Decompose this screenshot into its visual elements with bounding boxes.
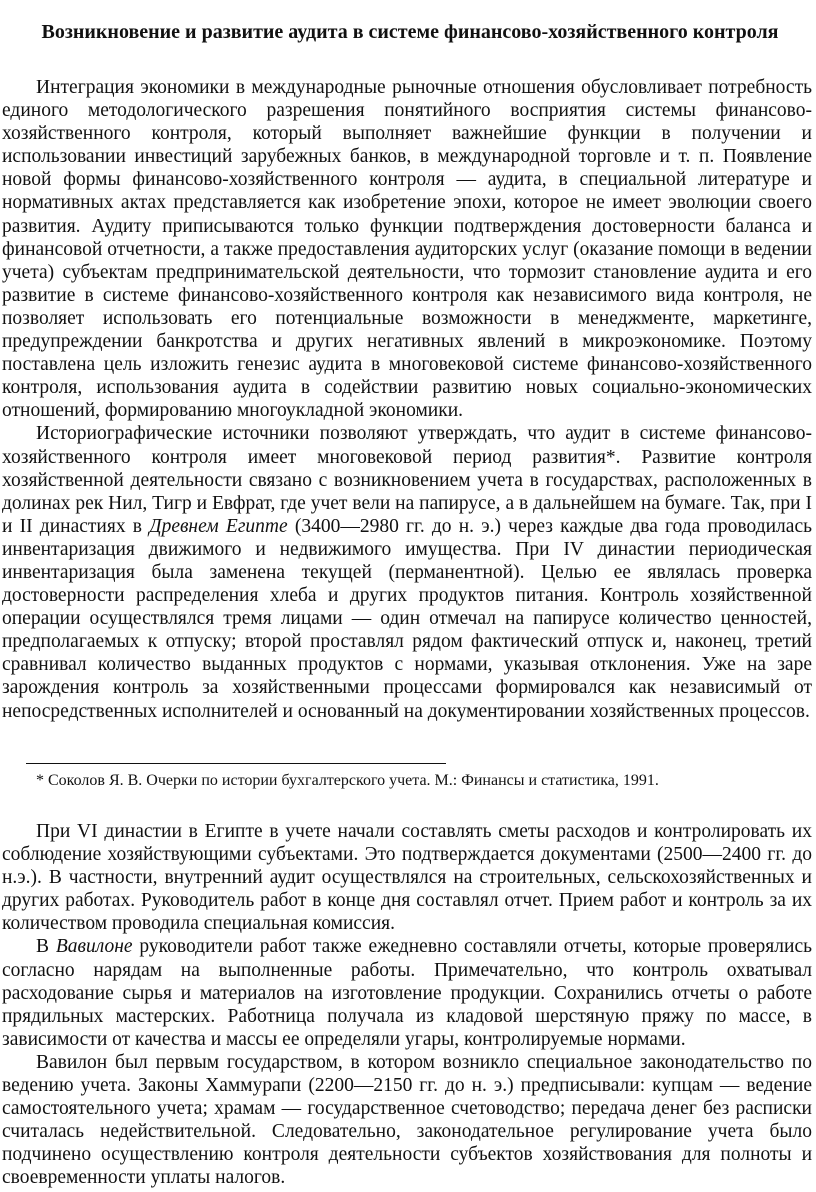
paragraph-hammurabi: Вавилон был первым государством, в котором возникло специальное законодательство по ведению учета. Законы Хаммурапи (2200—2150 гг. до н. э.) предписывали: купцам — ведение самостоятельного учета; храмам — государственное счетоводство; передача денег без расписки считалась недействительной. Следовательно, законодательное регулирование учета было подчинено осуществлению контроля деятельности субъектов хозяйствования для полноты и своевременности уплаты налогов. [2,1051,812,1189]
babylon-term: Вавилоне [55,936,133,958]
paragraph-integration: Интеграция экономики в международные рыночные отношения обусловливает потребность единого методологического разрешения понятийного восприятия системы финансово-хозяйственного контроля, который выполняет важнейшие функции в получении и использовании инвестиций зарубежных банков, в международной торговле и т. п. Появление новой формы финансово-хозяйственного контроля — аудита, в специальной литературе и нормативных актах представляется как изобретение эпохи, которое не имеет эволюции своего развития. Аудиту приписываются только функции подтверждения достоверности баланса и финансовой отчетности, а также предоставления аудиторских услуг (оказание помощи в ведении учета) субъектам предпринимательской деятельности, что тормозит становление аудита и его развитие в системе финансово-хозяйственного контроля как независимого вида контроля, не позволяет использовать его потенциальные возможности в менеджменте, маркетинге, предупреждении банкротства и других негативных явлений в микроэкономике. Поэтому поставлена цель изложить генезис аудита в многовековой системе финансово-хозяйственного контроля, использования аудита в содействии развитию новых социально-экономических отношений, формированию многоукладной экономики. [2,77,812,422]
main-text-block [2,76,812,723]
paragraph-historiography [2,422,812,722]
paragraph-babylon-body: руководители работ также ежедневно составляли отчеты, которые проверялись согласно нарядам на выполненные работы. Примечательно, что контроль охватывал расходование сырья и материалов на изготовление продукции. Сохранились отчеты о работе прядильных мастерских. Работница получала из кладовой шерстяную пряжу по массе, в зависимости от качества и массы ее определяли угары, контролируемые нормами. [2,936,812,1050]
document-title: Возникновение и развитие аудита в системе финансово-хозяйственного контроля [41,21,779,43]
ancient-egypt-term: Древнем Египте [149,515,288,537]
paragraph-babylon [2,935,812,1050]
paragraph-babylon-lead: В [36,936,56,958]
paragraph-sixth-dynasty: При VI династии в Египте в учете начали составлять сметы расходов и контролировать их соблюдение хозяйствующими субъектами. Это подтверждается документами (2500—2400 гг. до н.э.). В частности, внутренний аудит осуществлялся на строительных, сельскохозяйственных и других работах. Руководитель работ в конце дня составлял отчет. Прием работ и контроль за их количеством проводила специальная комиссия. [2,821,812,935]
footnote-divider [26,763,446,764]
footnote: * Соколов Я. В. Очерки по истории бухгалтерского учета. М.: Финансы и статистика, 1991. [36,772,659,789]
continued-text-block [2,820,812,1190]
paragraph-historiography-part2: (3400—2980 гг. до н. э.) через каждые два года проводилась инвентаризация движимого и недвижимого имущества. При IV династии периодическая инвентаризация была заменена текущей (перманентной). Целью ее являлась проверка достоверности распределения хлеба и других продуктов питания. Контроль хозяйственной операции осуществлялся тремя лицами — один отмечал на папирусе количество ценностей, предполагаемых к отпуску; второй проставлял рядом фактический отпуск и, наконец, третий сравнивал количество выданных продуктов с нормами, указывая отклонения. Уже на заре зарождения контроль за хозяйственными процессами формировался как независимый от непосредственных исполнителей и основанный на документировании хозяйственных процессов. [2,515,812,722]
paragraph-historiography-part1: Историографические источники позволяют утверждать, что аудит в системе финансово-хозяйственного контроля имеет многовековой период развития*. Развитие контроля хозяйственной деятельности связано с возникновением учета в государствах, расположенных в долинах рек Нил, Тигр и Евфрат, где учет вели на папирусе, а в дальнейшем на бумаге. Так, при I и II династиях в [2,423,812,537]
